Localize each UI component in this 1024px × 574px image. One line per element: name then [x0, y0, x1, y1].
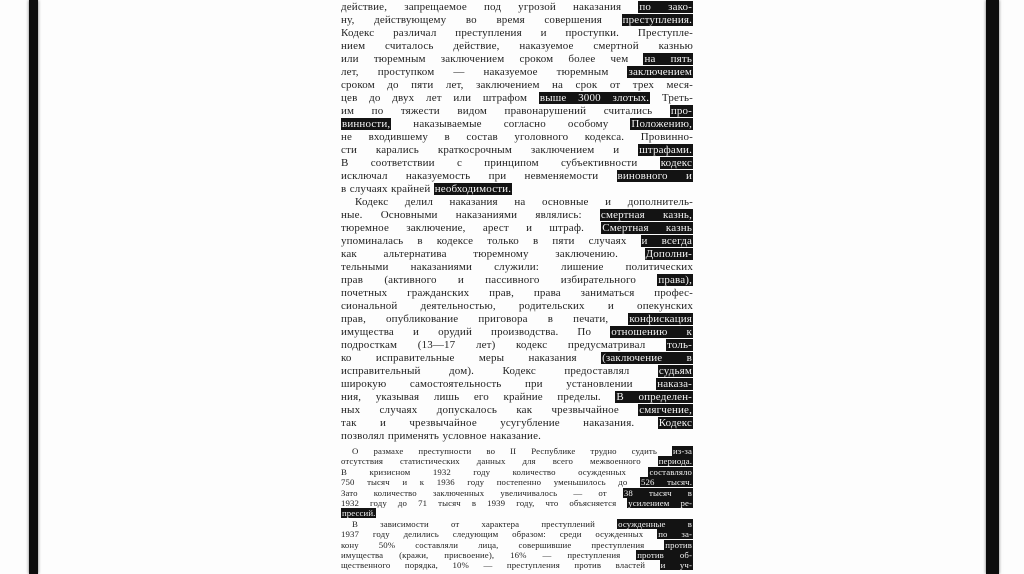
text-line — [341, 287, 693, 300]
highlighted-text: против — [665, 539, 692, 550]
text-segment: как альтернатива тюремному заключению. — [341, 248, 645, 260]
text-line — [341, 417, 693, 430]
text-line — [341, 519, 693, 529]
highlighted-text: права), — [658, 274, 692, 286]
text-segment: позволял применять условное наказание. — [341, 430, 542, 442]
text-segment: подросткам (13—17 лет) кодекс предусматривал — [341, 339, 667, 351]
highlighted-text: Положению, — [631, 118, 692, 130]
highlighted-text: по за- — [658, 529, 693, 540]
text-line — [341, 550, 693, 560]
highlighted-text: против об- — [637, 550, 692, 561]
text-segment: не входившему в состав уголовного кодекса. Провинно- — [341, 131, 693, 143]
text-segment: прав (активного и пассивного избирательного — [341, 274, 658, 286]
text-segment: В зависимости от характера преступлений — [352, 518, 618, 529]
highlighted-text: винности, — [342, 118, 391, 130]
text-line — [341, 339, 693, 352]
page-text-column — [341, 1, 693, 571]
text-line — [341, 477, 693, 487]
text-line — [341, 529, 693, 539]
highlighted-text: прессий. — [342, 508, 376, 519]
text-segment: В кризисном 1932 году количество осужденных — [341, 466, 649, 477]
text-segment: В соответствии с принципом субъективности — [341, 157, 660, 169]
text-segment: широкую самостоятельность при установлении — [341, 378, 657, 390]
highlighted-text: и всегда — [641, 235, 692, 247]
text-segment: в случаях крайней — [341, 183, 434, 195]
text-segment: имущества и орудий производства. По — [341, 326, 611, 338]
text-segment: тюремное заключение, арест и штраф. — [341, 222, 602, 234]
text-segment: сиональной деятельностью, родительских и опекунских — [341, 300, 693, 312]
highlighted-text: толь- — [667, 339, 692, 351]
text-line — [341, 118, 693, 131]
text-segment: ные. Основными наказаниями являлись: — [341, 209, 600, 221]
text-line — [341, 508, 693, 518]
text-line — [341, 157, 693, 170]
text-line — [341, 209, 693, 222]
paragraph — [341, 1, 693, 196]
text-segment: имущества (кражи, присвоение), 16% — преступления — [341, 550, 637, 561]
text-line — [341, 14, 693, 27]
text-line — [341, 446, 693, 456]
text-line — [341, 378, 693, 391]
highlighted-text: выше 3000 злотых. — [539, 92, 650, 104]
highlighted-text: по зако- — [639, 1, 693, 13]
highlighted-text: конфискация — [629, 313, 692, 325]
text-line — [341, 560, 693, 570]
highlighted-text: составляло — [649, 466, 692, 477]
highlighted-text: 526 тысяч. — [640, 477, 692, 488]
text-segment: ных случаях допускалось как чрезвычайное — [341, 404, 639, 416]
text-line — [341, 456, 693, 466]
text-line — [341, 326, 693, 339]
text-line — [341, 196, 693, 209]
highlighted-text: судьям — [658, 365, 692, 377]
highlighted-text: кодекс — [660, 157, 692, 169]
highlighted-text: 38 тысяч в — [623, 487, 692, 498]
text-segment: так и чрезвычайное усугубление наказания. — [341, 417, 658, 429]
highlighted-text: наказа- — [657, 378, 692, 390]
highlighted-text: штрафами. — [639, 144, 692, 156]
highlighted-text: виновного и — [617, 170, 692, 182]
text-segment: лет, проступком — наказуемое тюремным — [341, 66, 628, 78]
text-line — [341, 170, 693, 183]
paragraph — [341, 196, 693, 443]
highlighted-text: заключением — [628, 66, 692, 78]
highlighted-text: про- — [670, 105, 692, 117]
highlighted-text: Смертная казнь — [602, 222, 692, 234]
highlighted-text: усилением ре- — [628, 498, 692, 509]
text-line — [341, 488, 693, 498]
highlighted-text: В определен- — [616, 391, 692, 403]
highlighted-text: (заключение в — [602, 352, 692, 364]
text-line — [341, 391, 693, 404]
text-segment: наказываемые согласно особому — [391, 118, 631, 130]
text-line — [341, 540, 693, 550]
highlighted-text: смертная казнь, — [600, 209, 692, 221]
text-line — [341, 183, 693, 196]
text-line — [341, 352, 693, 365]
text-line — [341, 235, 693, 248]
scan-left-edge-shadow — [29, 0, 38, 574]
text-line — [341, 144, 693, 157]
text-segment: 750 тысяч и к 1936 году постепенно уменьшилось до — [341, 477, 640, 488]
highlighted-text: и уч- — [660, 560, 692, 571]
text-line — [341, 1, 693, 14]
text-line — [341, 40, 693, 53]
text-segment: прав, опубликование приговора в печати, — [341, 313, 629, 325]
text-segment: исправительный дом). Кодекс предоставлял — [341, 365, 658, 377]
text-line — [341, 79, 693, 92]
text-segment: кону 50% составляли лица, совершившие преступления — [341, 539, 665, 550]
text-segment: действие, запрещаемое под угрозой наказания — [341, 1, 639, 13]
text-segment: сти карались краткосрочным заключением и — [341, 144, 639, 156]
text-line — [341, 498, 693, 508]
highlighted-text: смягчение, — [639, 404, 692, 416]
text-line — [341, 92, 693, 105]
highlighted-text: осужденные в — [618, 518, 692, 529]
text-segment: ния, указывая лишь его крайние пределы. — [341, 391, 616, 403]
text-segment: Зато количество заключенных увеличивалось — от — [341, 487, 623, 498]
text-segment: сроком до пяти лет, заключением на срок от трех меся- — [341, 79, 693, 91]
text-line — [341, 467, 693, 477]
text-line — [341, 300, 693, 313]
highlighted-text: отношению к — [611, 326, 692, 338]
text-segment: ко исправительные меры наказания — [341, 352, 602, 364]
text-line — [341, 404, 693, 417]
highlighted-text: из-за — [673, 446, 692, 456]
text-segment: тельными наказаниями служили: лишение политических — [341, 261, 693, 273]
text-line — [341, 274, 693, 287]
text-line — [341, 261, 693, 274]
text-line — [341, 222, 693, 235]
text-line — [341, 313, 693, 326]
paragraph — [341, 446, 693, 519]
text-segment: щественного порядка, 10% — преступления против властей — [341, 560, 660, 571]
highlighted-text: необходимости. — [434, 183, 512, 195]
text-segment: или тюремным заключением сроком более чем — [341, 53, 644, 65]
text-segment: нием считалось действие, наказуемое смертной казнью — [341, 40, 693, 52]
text-line — [341, 430, 693, 443]
text-line — [341, 66, 693, 79]
text-segment: цев до двух лет или штрафом — [341, 92, 539, 104]
text-segment: отсутствия статистических данных для всего межвоенного — [341, 456, 658, 467]
text-line — [341, 53, 693, 66]
text-line — [341, 131, 693, 144]
highlighted-text: на пять — [644, 53, 693, 65]
highlighted-text: преступления. — [622, 14, 692, 26]
paragraph — [341, 519, 693, 571]
highlighted-text: периода. — [658, 456, 692, 467]
text-segment: 1932 году до 71 тысяч в 1939 году, что объясняется — [341, 498, 628, 509]
highlighted-text: Кодекс — [658, 417, 692, 429]
text-line — [341, 105, 693, 118]
text-segment: ну, действующему во время совершения — [341, 14, 622, 26]
text-segment: Кодекс различал преступления и проступки. Преступле- — [341, 27, 693, 39]
text-segment: им по тяжести видом правонарушений считались — [341, 105, 670, 117]
text-segment: исключал наказуемость при невменяемости — [341, 170, 617, 182]
scan-right-edge-shadow — [986, 0, 999, 574]
text-line — [341, 365, 693, 378]
text-segment: О размахе преступности во II Республике трудно судить — [352, 446, 672, 456]
text-segment: 1937 году делились следующим образом: среди осужденных — [341, 529, 658, 540]
highlighted-text: Дополни- — [645, 248, 692, 260]
text-line — [341, 27, 693, 40]
text-segment: упоминалась в кодексе только в пяти случаях — [341, 235, 641, 247]
text-segment: Кодекс делил наказания на основные и дополнитель- — [355, 196, 693, 208]
text-segment: Треть- — [650, 92, 693, 104]
text-line — [341, 248, 693, 261]
text-segment: почетных гражданских прав, права заниматься профес- — [341, 287, 693, 299]
